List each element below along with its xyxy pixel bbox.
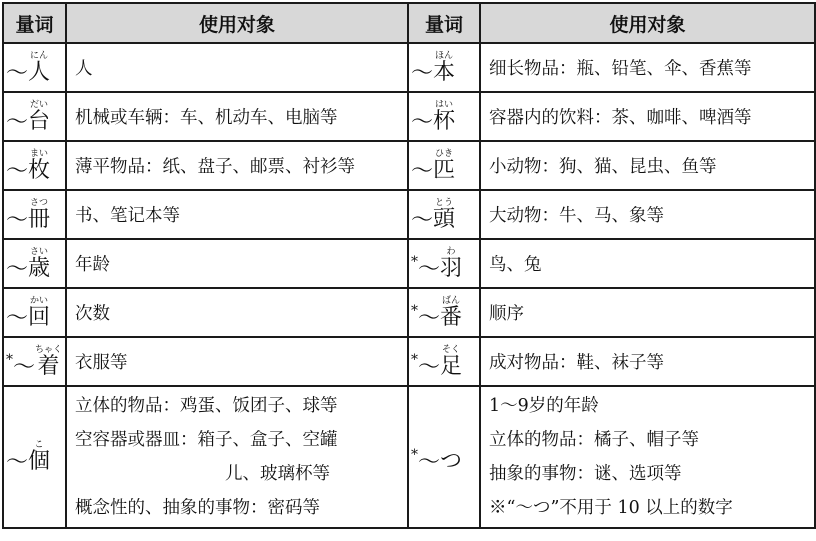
header-counter-left: 量词 (3, 3, 66, 43)
furigana-reading: ばん (442, 295, 461, 306)
usage-cell-left: 年龄 (66, 239, 408, 288)
tilde-mark: ～ (6, 60, 29, 86)
tilde-mark: ～ (411, 207, 434, 233)
tilde-mark: ～ (418, 305, 441, 331)
asterisk-mark: * (6, 351, 13, 368)
counter-kanji: 本 (433, 59, 456, 85)
counter-kanji: 番 (440, 304, 463, 330)
tilde-mark: ～ (6, 158, 29, 184)
counter-cell-left (3, 43, 66, 92)
counter-kanji-group (433, 149, 455, 183)
counter-kanji-group (28, 296, 50, 330)
usage-line: 儿、玻璃杯等 (225, 464, 330, 484)
counter-table (2, 2, 816, 529)
tilde-mark: ～ (418, 354, 441, 380)
tilde-mark: ～ (6, 256, 29, 282)
tilde-mark: ～ (411, 109, 434, 135)
usage-line: 立体的物品：橘子、帽子等 (489, 430, 699, 450)
usage-cell-right: 成对物品：鞋、袜子等 (480, 337, 815, 386)
counter-word (411, 296, 462, 330)
counter-kanji-group (433, 51, 455, 85)
counter-word (411, 100, 455, 134)
usage-cell-left: 机械或车辆：车、机动车、电脑等 (66, 92, 408, 141)
counter-kanji-group (433, 198, 455, 232)
usage-line: 概念性的、抽象的事物：密码等 (75, 498, 320, 518)
usage-cell-left: 书、笔记本等 (66, 190, 408, 239)
tilde-mark: ～ (411, 158, 434, 184)
asterisk-mark: * (411, 302, 418, 319)
counter-cell-right (408, 386, 480, 528)
counter-kanji: 個 (28, 449, 51, 474)
counter-cell-left (3, 190, 66, 239)
usage-cell-right (480, 386, 815, 528)
counter-cell-right (408, 92, 480, 141)
table-row (3, 239, 815, 288)
counter-cell-left (3, 92, 66, 141)
tilde-mark: ～ (13, 354, 36, 380)
usage-line: 1～9岁的年龄 (489, 396, 599, 416)
counter-kanji: 回 (28, 304, 51, 330)
furigana-reading: かい (30, 295, 49, 306)
header-row (3, 3, 815, 43)
usage-line: 立体的物品：鸡蛋、饭团子、球等 (75, 396, 338, 416)
counter-kanji-group (433, 100, 455, 134)
counter-kanji-group (440, 440, 462, 474)
counter-word (6, 149, 50, 183)
furigana-reading: さい (30, 246, 49, 257)
furigana-reading: ちゃく (35, 344, 63, 355)
counter-cell-left (3, 386, 66, 528)
counter-cell-right (408, 337, 480, 386)
furigana-reading: ひき (435, 148, 454, 159)
counter-kanji-group (28, 100, 50, 134)
tilde-mark: ～ (6, 109, 29, 135)
counter-kanji: 人 (28, 59, 51, 85)
table-row (3, 337, 815, 386)
counter-kanji-group (28, 149, 50, 183)
counter-kanji-group (440, 247, 462, 281)
usage-cell-left: 次数 (66, 288, 408, 337)
asterisk-mark: * (411, 253, 418, 270)
tilde-mark: ～ (6, 305, 29, 331)
furigana-reading: こ (34, 440, 44, 450)
counter-cell-right (408, 190, 480, 239)
header-usage-left: 使用对象 (66, 3, 408, 43)
tilde-mark: ～ (6, 207, 29, 233)
counter-word (411, 51, 455, 85)
counter-kanji-group (440, 296, 462, 330)
table-row (3, 141, 815, 190)
counter-word (6, 296, 50, 330)
counter-word (411, 440, 462, 474)
counter-kanji: 枚 (28, 157, 51, 183)
counter-word (6, 51, 50, 85)
furigana-reading: とう (435, 197, 454, 208)
furigana-reading: わ (446, 246, 456, 257)
counter-cell-right (408, 43, 480, 92)
counter-kanji: 着 (37, 353, 60, 379)
tilde-mark: ～ (6, 450, 29, 475)
counter-kanji-group (35, 345, 62, 379)
furigana-reading: さつ (30, 197, 49, 208)
usage-cell-right: 顺序 (480, 288, 815, 337)
furigana-reading: そく (442, 344, 461, 355)
asterisk-mark: * (411, 447, 418, 463)
counter-cell-right (408, 141, 480, 190)
counter-word (411, 345, 462, 379)
furigana-reading: だい (30, 99, 49, 110)
table-row (3, 190, 815, 239)
counter-cell-left (3, 337, 66, 386)
usage-cell-left: 衣服等 (66, 337, 408, 386)
counter-kanji: 台 (28, 108, 51, 134)
counter-kanji: 杯 (433, 108, 456, 134)
usage-line: 空容器或器皿：箱子、盒子、空罐 (75, 430, 338, 450)
table-row (3, 92, 815, 141)
counter-kanji: 歳 (28, 255, 51, 281)
counter-word (6, 247, 50, 281)
usage-line: 抽象的事物：谜、选项等 (489, 464, 682, 484)
counter-kanji-group (28, 198, 50, 232)
counter-cell-right (408, 288, 480, 337)
tilde-mark: ～ (418, 450, 441, 475)
usage-cell-left (66, 386, 408, 528)
header-usage-right: 使用对象 (480, 3, 815, 43)
counter-word (6, 198, 50, 232)
usage-cell-left: 人 (66, 43, 408, 92)
counter-kanji-group (440, 345, 462, 379)
furigana-reading: はい (435, 99, 454, 110)
counter-kanji: 匹 (433, 157, 456, 183)
table-row-last (3, 386, 815, 528)
counter-kanji-group (28, 51, 50, 85)
usage-cell-right: 大动物：牛、马、象等 (480, 190, 815, 239)
table-row (3, 43, 815, 92)
counter-cell-left (3, 141, 66, 190)
tilde-mark: ～ (418, 256, 441, 282)
counter-word (411, 198, 455, 232)
usage-cell-right: 容器内的饮料：茶、咖啡、啤酒等 (480, 92, 815, 141)
usage-cell-right: 细长物品：瓶、铅笔、伞、香蕉等 (480, 43, 815, 92)
counter-kanji: 冊 (28, 206, 51, 232)
counter-kanji-group (28, 440, 50, 474)
usage-cell-right: 鸟、兔 (480, 239, 815, 288)
counter-word (6, 100, 50, 134)
usage-cell-left: 薄平物品：纸、盘子、邮票、衬衫等 (66, 141, 408, 190)
asterisk-mark: * (411, 351, 418, 368)
counter-word (6, 345, 62, 379)
furigana-reading: にん (30, 50, 49, 61)
counter-kanji-group (28, 247, 50, 281)
counter-word (411, 247, 462, 281)
header-counter-right: 量词 (408, 3, 480, 43)
counter-kanji: つ (440, 449, 463, 474)
usage-line: ※“～つ”不用于 10 以上的数字 (489, 498, 733, 518)
furigana-reading: まい (30, 148, 49, 159)
counter-word (411, 149, 455, 183)
counter-kanji: 羽 (440, 255, 463, 281)
counter-kanji: 足 (440, 353, 463, 379)
table-row (3, 288, 815, 337)
tilde-mark: ～ (411, 60, 434, 86)
usage-cell-right: 小动物：狗、猫、昆虫、鱼等 (480, 141, 815, 190)
counter-kanji: 頭 (433, 206, 456, 232)
counter-cell-left (3, 288, 66, 337)
counter-cell-left (3, 239, 66, 288)
counter-word (6, 440, 50, 474)
furigana-reading: ほん (435, 50, 454, 61)
counter-cell-right (408, 239, 480, 288)
